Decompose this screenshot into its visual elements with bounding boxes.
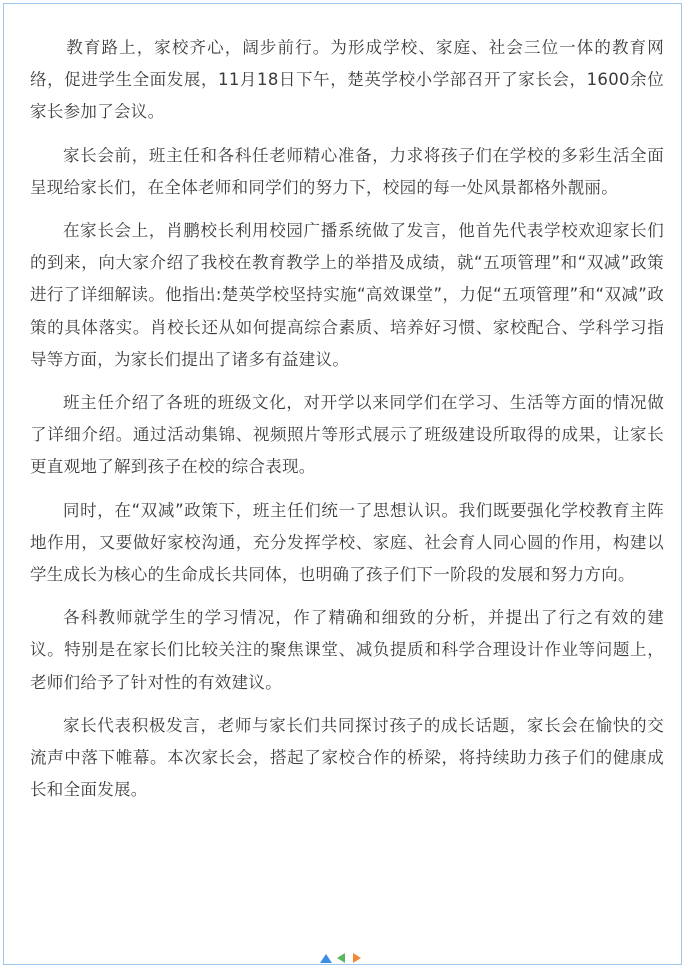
paragraph-class-culture: 班主任介绍了各班的班级文化，对开学以来同学们在学习、生活等方面的情况做了详细介绍。通过活动集锦、视频照片等形式展示了班级建设所取得的成果，让家长更直观地了解到孩子在校的综合表现。 [30, 393, 664, 477]
triangle-left-icon [337, 953, 345, 963]
paragraph-conclusion: 家长代表积极发言，老师与家长们共同探讨孩子的成长话题，家长会在愉快的交流声中落下帷幕。本次家长会，搭起了家校合作的桥梁，将持续助力孩子们的健康成长和全面发展。 [30, 715, 664, 800]
paragraph-intro: 教育路上，家校齐心，阔步前行。为形成学校、家庭、社会三位一体的教育网络，促进学生全面发展，11月18日下午，楚英学校小学部召开了家长会，1600余位家长参加了会议。 [30, 38, 664, 122]
triangle-up-icon [320, 954, 332, 963]
triangle-right-icon [353, 953, 361, 963]
paragraph-principal-speech: 在家长会上，肖鹏校长利用校园广播系统做了发言，他首先代表学校欢迎家长们的到来，向大家介绍了我校在教育教学上的举措及成绩，就“五项管理”和“双减”政策进行了详细解读。他指出:楚英学校坚持实施“高效课堂”，力促“五项管理”和“双减”政策的具体落实。肖校长还从如何提高综合素质、培养好习惯、家校配合、学科学习指导等方面，为家长们提出了诸多有益建议。 [30, 221, 664, 369]
footer-triangle-decoration [318, 951, 366, 965]
article-body [30, 32, 664, 817]
paragraph-double-reduction: 同时，在“双减”政策下，班主任们统一了思想认识。我们既要强化学校教育主阵地作用，又要做好家校沟通，充分发挥学校、家庭、社会育人同心圆的作用，构建以学生成长为核心的生命成长共同体，也明确了孩子们下一阶段的发展和努力方向。 [30, 500, 664, 585]
paragraph-teacher-analysis: 各科教师就学生的学习情况，作了精确和细致的分析，并提出了行之有效的建议。特别是在家长们比较关注的聚焦课堂、减负提质和科学合理设计作业等问题上，老师们给予了针对性的有效建议。 [30, 608, 664, 692]
paragraph-preparation: 家长会前，班主任和各科任老师精心准备，力求将孩子们在学校的多彩生活全面呈现给家长们，在全体老师和同学们的努力下，校园的每一处风景都格外靓丽。 [30, 145, 664, 197]
